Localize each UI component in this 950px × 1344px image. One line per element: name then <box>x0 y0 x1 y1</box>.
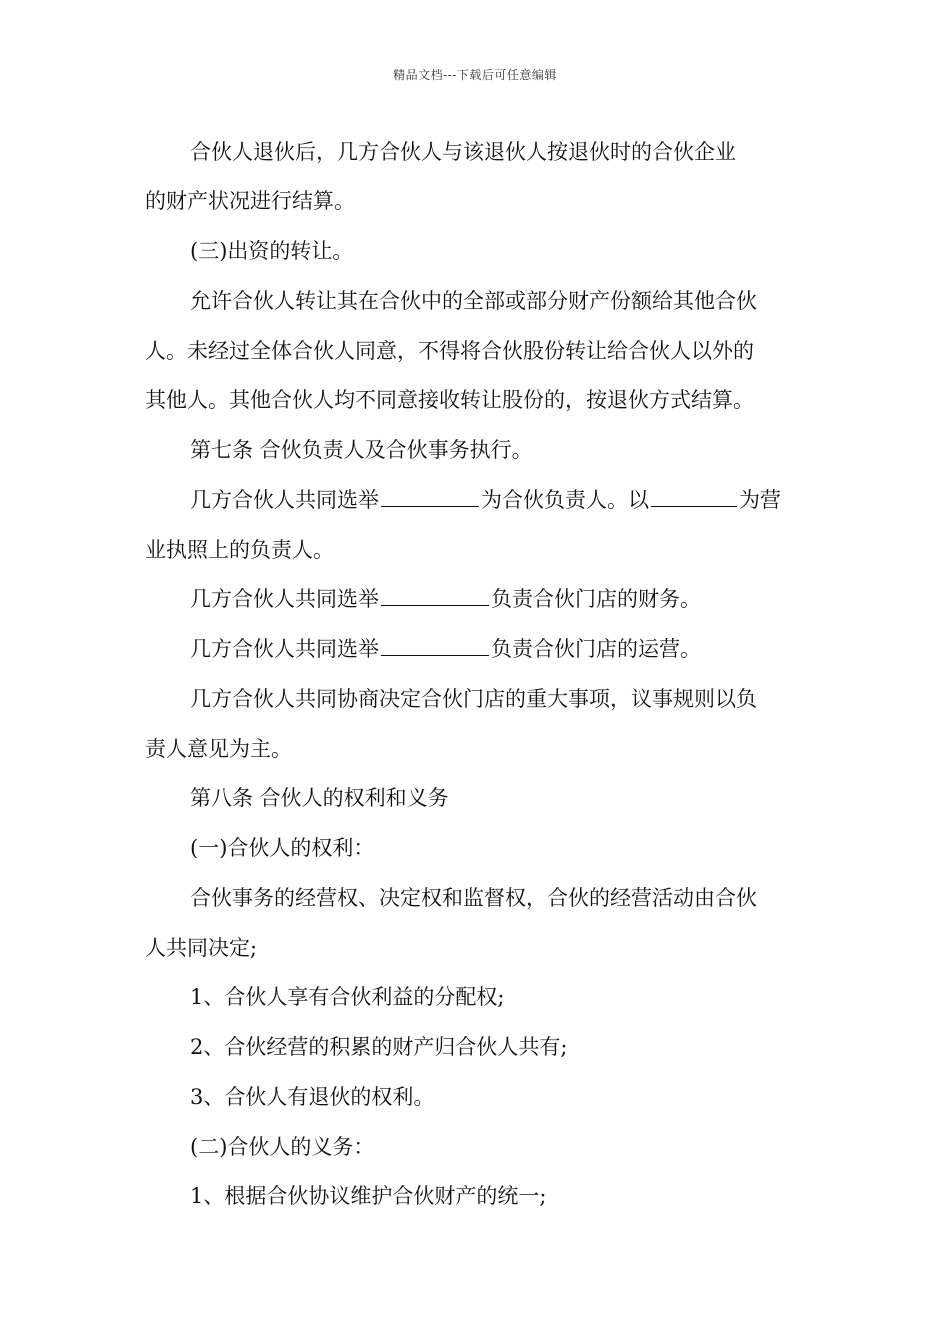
paragraph-line: 人。未经过全体合伙人同意，不得将合伙股份转让给合伙人以外的 <box>145 339 754 363</box>
paragraph-line: 人共同决定; <box>145 936 258 960</box>
paragraph-line: 允许合伙人转让其在合伙中的全部或部分财产份额给其他合伙 <box>190 289 757 313</box>
list-item: 1、合伙人享有合伙利益的分配权; <box>190 985 505 1009</box>
fill-in-blank[interactable] <box>651 486 737 507</box>
line-text: 负责合伙门店的财务。 <box>491 587 701 611</box>
article-heading: 第八条 合伙人的权利和义务 <box>190 786 449 810</box>
fill-in-blank[interactable] <box>381 486 479 507</box>
paragraph-line: 合伙人退伙后，几方合伙人与该退伙人按退伙时的合伙企业 <box>190 140 736 164</box>
section-heading: (一)合伙人的权利： <box>190 836 375 860</box>
line-text: 几方合伙人共同选举 <box>190 637 379 661</box>
paragraph-line: 业执照上的负责人。 <box>145 538 334 562</box>
line-text: 负责合伙门店的运营。 <box>491 637 701 661</box>
list-item: 2、合伙经营的积累的财产归合伙人共有; <box>190 1035 568 1059</box>
line-text: 为合伙负责人。以 <box>481 488 649 512</box>
paragraph-line: 的财产状况进行结算。 <box>145 189 355 213</box>
fill-in-blank[interactable] <box>381 585 489 606</box>
section-heading: (二)合伙人的义务： <box>190 1135 375 1159</box>
paragraph-line: 几方合伙人共同协商决定合伙门店的重大事项，议事规则以负 <box>190 687 757 711</box>
fill-in-blank[interactable] <box>381 635 489 656</box>
section-heading: (三)出资的转让。 <box>190 239 354 263</box>
page-header: 精品文档---下载后可任意编辑 <box>393 68 557 82</box>
line-text: 为营 <box>739 488 781 512</box>
paragraph-line-with-blanks <box>190 486 781 514</box>
list-item: 3、合伙人有退伙的权利。 <box>190 1085 435 1109</box>
line-text: 几方合伙人共同选举 <box>190 488 379 512</box>
paragraph-line: 合伙事务的经营权、决定权和监督权，合伙的经营活动由合伙 <box>190 886 757 910</box>
list-item: 1、根据合伙协议维护合伙财产的统一; <box>190 1184 547 1208</box>
line-text: 几方合伙人共同选举 <box>190 587 379 611</box>
paragraph-line-with-blanks <box>190 585 701 613</box>
paragraph-line: 其他人。其他合伙人均不同意接收转让股份的，按退伙方式结算。 <box>145 388 754 412</box>
article-heading: 第七条 合伙负责人及合伙事务执行。 <box>190 438 533 462</box>
paragraph-line: 责人意见为主。 <box>145 737 292 761</box>
paragraph-line-with-blanks <box>190 635 701 663</box>
